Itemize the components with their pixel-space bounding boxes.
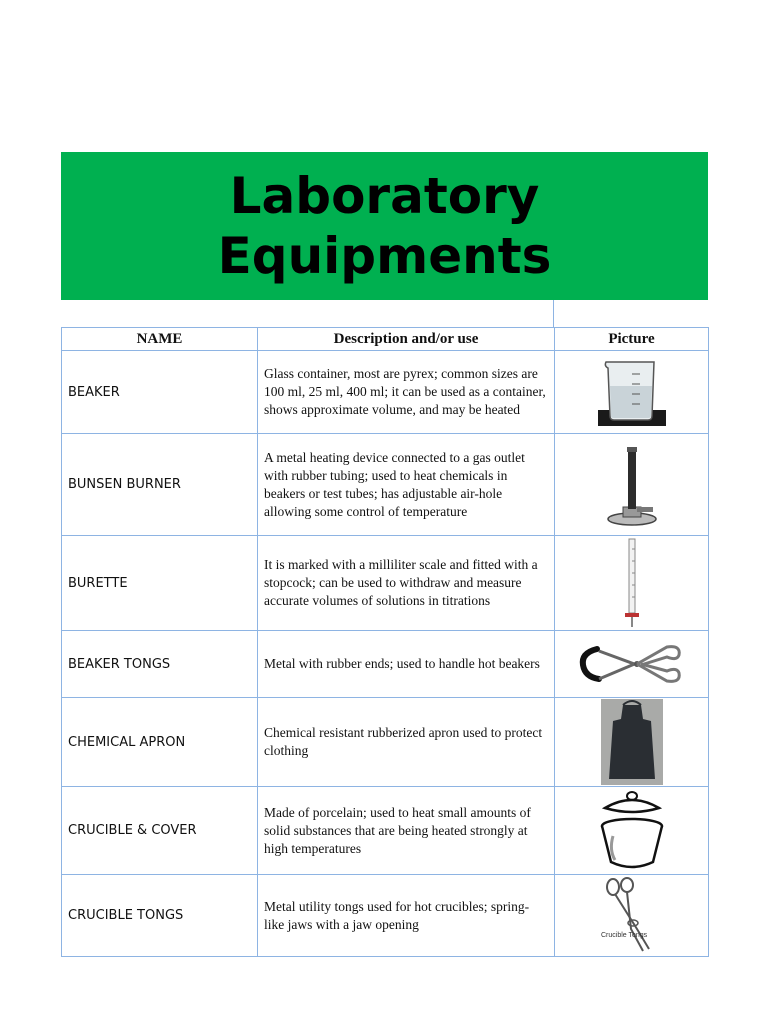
equipment-description: It is marked with a milliliter scale and fitted with a stopcock; can be used to withdraw and measure accurate volumes of solutions in titrations (258, 536, 555, 631)
equipment-description: Made of porcelain; used to heat small amounts of solid substances that are being heated strongly at high temperatures (258, 787, 555, 875)
equipment-description: Metal with rubber ends; used to handle hot beakers (258, 631, 555, 698)
column-divider-stub (553, 300, 554, 327)
table-row (62, 698, 709, 787)
chemical-apron-icon (601, 699, 663, 785)
table-row (62, 631, 709, 698)
header-picture: Picture (555, 328, 709, 351)
equipment-picture (555, 787, 709, 875)
header-name: NAME (62, 328, 258, 351)
table-row (62, 787, 709, 875)
equipment-description: Metal utility tongs used for hot crucibles; spring-like jaws with a jaw opening (258, 875, 555, 957)
page-title-line-1: Laboratory (229, 167, 540, 225)
table-row (62, 875, 709, 957)
equipment-name: CRUCIBLE & COVER (62, 787, 258, 875)
burette-icon (612, 537, 652, 629)
equipment-picture (555, 351, 709, 434)
crucible-tongs-icon (597, 877, 667, 955)
equipment-name: BEAKER (62, 351, 258, 434)
equipment-picture (555, 875, 709, 957)
table-row (62, 536, 709, 631)
equipment-name: CHEMICAL APRON (62, 698, 258, 787)
equipment-description: Glass container, most are pyrex; common sizes are 100 ml, 25 ml, 400 ml; it can be used as a container, shows approximate volume, and may be heated (258, 351, 555, 434)
equipment-picture (555, 536, 709, 631)
table-row (62, 434, 709, 536)
equipment-name: CRUCIBLE TONGS (62, 875, 258, 957)
crucible-cover-icon (597, 788, 667, 874)
header-description: Description and/or use (258, 328, 555, 351)
equipment-picture (555, 698, 709, 787)
beaker-tongs-icon (577, 639, 687, 689)
equipment-description: A metal heating device connected to a gas outlet with rubber tubing; used to heat chemicals in beakers or test tubes; has adjustable air-hole allowing some control of temperature (258, 434, 555, 536)
crucible-tongs-caption: Crucible Tongs (600, 931, 647, 939)
equipment-name: BUNSEN BURNER (62, 434, 258, 536)
equipment-table (61, 327, 709, 957)
table-row (62, 351, 709, 434)
title-banner (61, 152, 708, 300)
equipment-name: BEAKER TONGS (62, 631, 258, 698)
page-title-line-2: Equipments (217, 227, 552, 285)
equipment-picture (555, 631, 709, 698)
equipment-description: Chemical resistant rubberized apron used to protect clothing (258, 698, 555, 787)
equipment-picture (555, 434, 709, 536)
equipment-name: BURETTE (62, 536, 258, 631)
bunsen-burner-icon (597, 441, 667, 529)
beaker-icon (592, 354, 672, 430)
table-header-row (62, 328, 709, 351)
